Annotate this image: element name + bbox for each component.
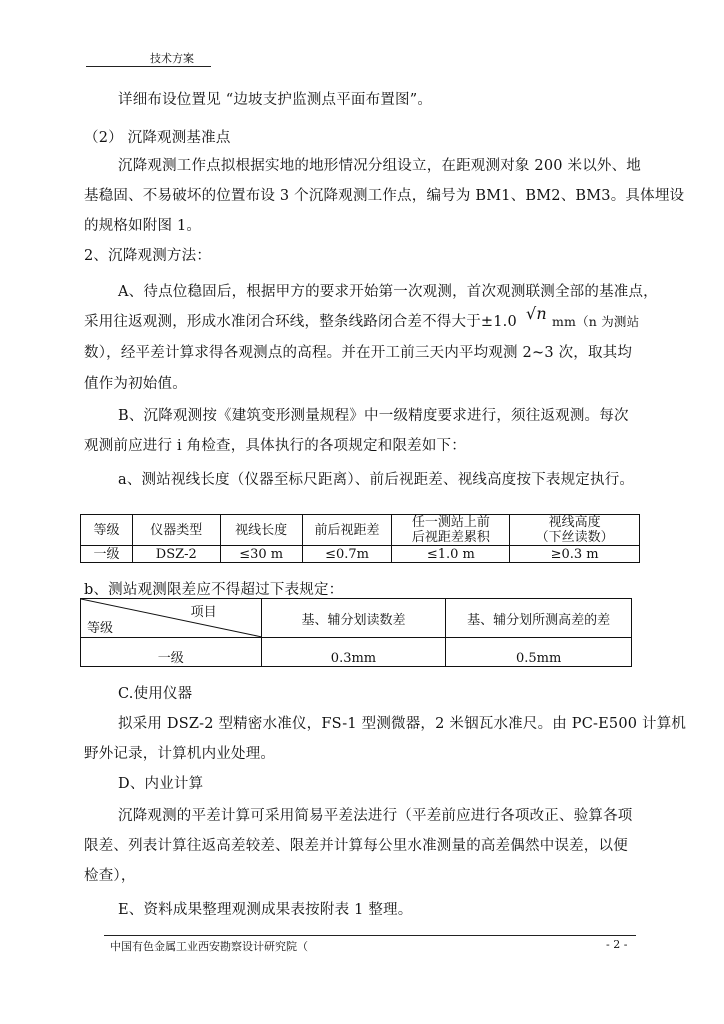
paragraph: 检查）， [84, 868, 136, 884]
table-row [81, 638, 632, 667]
paragraph: E、资料成果整理观测成果表按附表 1 整理。 [118, 902, 413, 918]
paragraph: a、测站视线长度（仪器至标尺距离）、前后视距差、视线高度按下表规定执行。 [118, 472, 635, 488]
header-cell [510, 515, 640, 546]
table-cell: ≤0.7m [302, 546, 392, 563]
paragraph: mm（n 为测站 [552, 314, 640, 329]
header-cell [392, 515, 510, 546]
table-row [81, 546, 640, 563]
table-cell: 0.3mm [261, 638, 446, 667]
paragraph: 采用往返观测，形成水准闭合环线，整条线路闭合差不得大于±1.0 [84, 314, 517, 330]
paragraph: 观测前应进行 i 角检查，具体执行的各项规定和限差如下： [84, 438, 466, 454]
paragraph: 限差、列表计算往返高差较差、限差并计算每公里水准测量的高差偶然中误差，以便 [84, 838, 628, 854]
header-title: 技术方案 [150, 52, 194, 65]
table-cell: 0.5mm [446, 638, 632, 667]
footer-org: 中国有色金属工业西安勘察设计研究院（ [110, 940, 308, 953]
header-cell: 仪器类型 [132, 515, 220, 546]
paragraph: 野外记录，计算机内业处理。 [84, 746, 276, 762]
table-cell: ≥0.3 m [510, 546, 640, 563]
paragraph: 拟采用 DSZ-2 型精密水准仪，FS-1 型测微器，2 米铟瓦水准尺。由 PC-E500 计算机 [118, 716, 687, 732]
section-heading: D、内业计算 [118, 776, 204, 792]
header-cell: 等级 [81, 515, 133, 546]
paragraph: B、沉降观测按《建筑变形测量规程》中一级精度要求进行，须往返观测。每次 [118, 408, 629, 424]
table-cell: 一级 [81, 546, 133, 563]
header-line: （下丝读数） [535, 530, 614, 545]
header-line: 任一测站上前 [411, 515, 490, 530]
table-cell: DSZ-2 [132, 546, 220, 563]
table-leveling-specs [80, 514, 640, 563]
table-cell: ≤1.0 m [392, 546, 510, 563]
paragraph: 的规格如附图 1。 [84, 218, 202, 234]
paragraph: 基稳固、不易破坏的位置布设 3 个沉降观测工作点，编号为 BM1、BM2、BM3。具体埋设 [84, 188, 685, 204]
footer-divider [104, 935, 636, 936]
paragraph: 沉降观测工作点拟根据实地的地形情况分组设立，在距观测对象 200 米以外、地 [118, 158, 641, 174]
paragraph: A、待点位稳固后，根据甲方的要求开始第一次观测，首次观测联测全部的基准点， [118, 284, 658, 300]
diag-top-label: 项目 [190, 605, 217, 620]
table-header-row [81, 599, 632, 638]
paragraph: 沉降观测的平差计算可采用简易平差法进行（平差前应进行各项改正、验算各项 [118, 808, 633, 824]
table-caption: b、测站观测限差应不得超过下表规定： [84, 582, 344, 598]
table-cell: 一级 [81, 638, 262, 667]
table-cell: ≤30 m [220, 546, 302, 563]
header-divider [86, 66, 211, 67]
sqrt-symbol: √n [526, 304, 547, 323]
header-cell: 基、辅分划读数差 [261, 599, 446, 638]
section-heading: C.使用仪器 [118, 686, 193, 702]
section-heading: （2） 沉降观测基准点 [84, 130, 231, 146]
header-line: 后视距差累积 [411, 530, 490, 545]
header-cell: 视线长度 [220, 515, 302, 546]
paragraph: 数），经平差计算求得各观测点的高程。并在开工前三天内平均观测 2~3 次，取其均 [84, 345, 633, 361]
table-tolerance [80, 598, 632, 667]
header-cell: 基、辅分划所测高差的差 [446, 599, 632, 638]
header-line: 视线高度 [548, 515, 601, 530]
page-number: - 2 - [606, 938, 628, 951]
paragraph: 值作为初始值。 [84, 376, 187, 392]
diag-bottom-label: 等级 [87, 621, 114, 636]
paragraph: 详细布设位置见 “边坡支护监测点平面布置图”。 [118, 92, 433, 108]
table-header-row [81, 515, 640, 546]
header-cell: 前后视距差 [302, 515, 392, 546]
diagonal-header-cell [81, 599, 262, 638]
section-heading: 2、沉降观测方法： [84, 248, 212, 264]
